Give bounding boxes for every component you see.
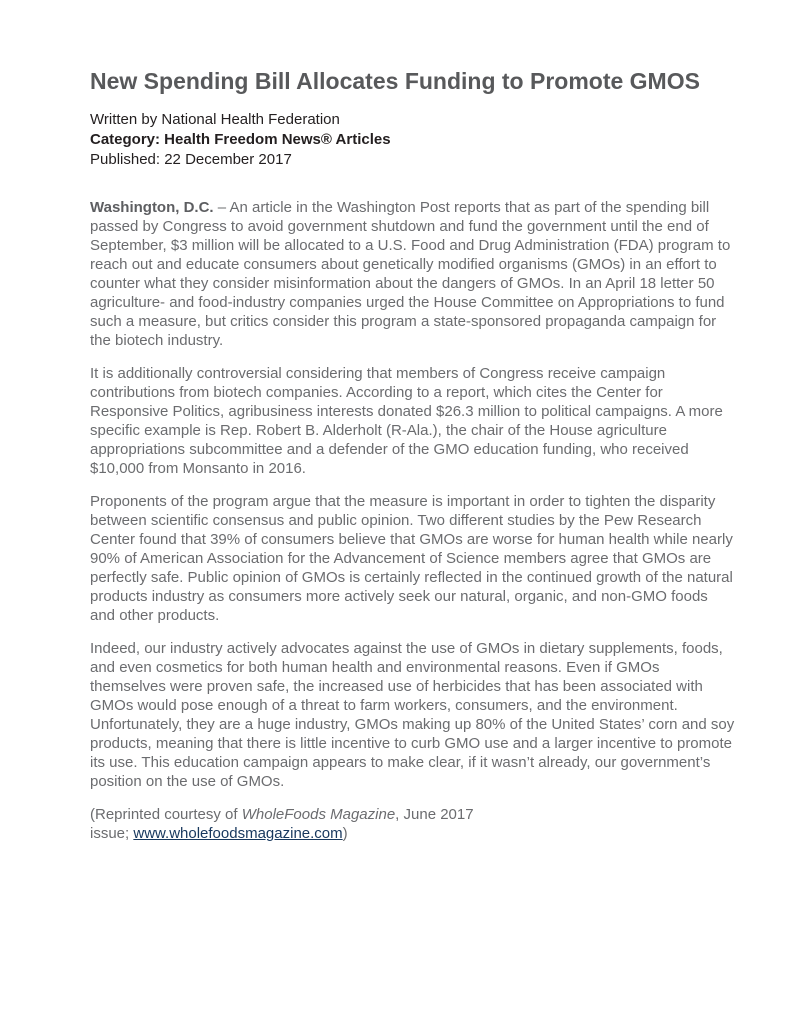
reprint-issue-prefix: issue;: [90, 825, 134, 842]
reprint-suffix: ): [342, 825, 348, 842]
reprint-middle: , June 2017: [395, 806, 474, 823]
wholefoods-magazine-link[interactable]: www.wholefoodsmagazine.com: [133, 825, 343, 842]
paragraph-3: Proponents of the program argue that the measure is important in order to tighten the disparity between scientific consensus and public opinion. Two different studies by the Pew Research Center found that 39% of consumers believe that GMOs are worse for human health while nearly 90% of American Association for the Advancement of Science members agree that GMOs are perfectly safe. Public opinion of GMOs is certainly reflected in the continued growth of the natural products industry as consumers more actively seek our natural, organic, and non-GMO foods and other products.: [90, 493, 733, 624]
paragraph-1: [90, 198, 735, 350]
reprint-prefix: (Reprinted courtesy of: [90, 806, 242, 823]
article-title: New Spending Bill Allocates Funding to Promote GMOS: [90, 68, 700, 94]
magazine-name: WholeFoods Magazine: [241, 806, 396, 823]
paragraph-4: Indeed, our industry actively advocates against the use of GMOs in dietary supplements, foods, and even cosmetics for both human health and environmental reasons. Even if GMOs themselves were proven safe, the increased use of herbicides that has been associated with GMOs would pose enough of a threat to farm workers, consumers, and the environment. Unfortunately, they are a huge industry, GMOs making up 80% of the United States’ corn and soy products, meaning that there is little incentive to curb GMO use and a larger incentive to promote its use. This education campaign appears to make clear, if it wasn’t already, our government’s position on the use of GMOs.: [90, 640, 735, 790]
byline-author: Written by National Health Federation: [90, 111, 340, 128]
byline-category: Category: Health Freedom News® Articles: [90, 131, 391, 148]
paragraph-1-text: – An article in the Washington Post reports that as part of the spending bill passed by Congress to avoid government shutdown and fund the government until the end of September, $3 million will be allocated to a U.S. Food and Drug Administration (FDA) program to reach out and educate consumers about genetically modified organisms (GMOs) in an effort to counter what they consider misinformation about the dangers of GMOs. In an April 18 letter 50 agriculture- and food-industry companies urged the House Committee on Appropriations to fund such a measure, but critics consider this program a state-sponsored propaganda campaign for the biotech industry.: [90, 199, 731, 349]
reprint-note: [90, 805, 735, 843]
dateline: Washington, D.C.: [90, 199, 214, 216]
paragraph-2: It is additionally controversial considering that members of Congress receive campaign contributions from biotech companies. According to a report, which cites the Center for Responsive Politics, agribusiness interests donated $26.3 million to political campaigns. A more specific example is Rep. Robert B. Alderholt (R-Ala.), the chair of the House agriculture appropriations subcommittee and a defender of the GMO education funding, who received $10,000 from Monsanto in 2016.: [90, 365, 723, 477]
byline-published: Published: 22 December 2017: [90, 151, 292, 168]
article-byline: [90, 110, 735, 170]
